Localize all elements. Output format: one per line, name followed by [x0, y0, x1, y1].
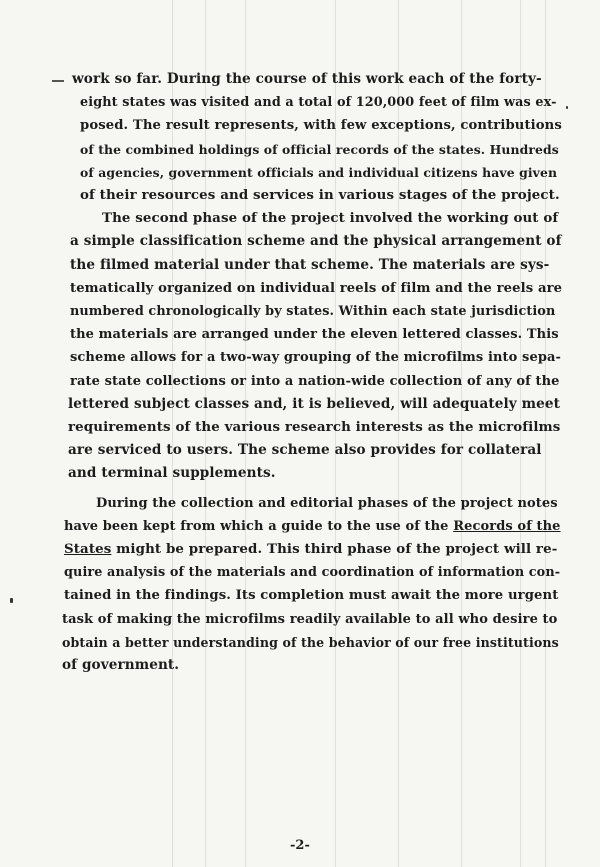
text-line: the materials are arranged under the eleven lettered classes. This — [70, 327, 559, 343]
text-line: obtain a better understanding of the behavior of our free institutions — [62, 634, 559, 650]
document-body — [62, 68, 563, 677]
text-line: requirements of the various research interests as the microfilms — [68, 419, 561, 436]
text-line: rate state collections or into a nation-wide collection of any of the — [70, 373, 560, 389]
page-number: -2- — [290, 838, 310, 853]
text-line: scheme allows for a two-way grouping of the microfilms into sepa- — [70, 350, 562, 366]
text-line: work so far. During the course of this work each of the forty- — [72, 71, 542, 87]
text-line: a simple classification scheme and the physical arrangement of — [70, 233, 562, 250]
text-segment: have been kept from which a guide to the use of the — [64, 518, 454, 534]
text-line: of agencies, government officials and individual citizens have given — [80, 164, 558, 180]
text-line: task of making the microfilms readily available to all who desire to — [62, 611, 558, 627]
text-line: the filmed material under that scheme. The materials are sys- — [70, 256, 550, 273]
text-line: lettered subject classes and, it is believed, will adequately meet — [68, 395, 560, 412]
text-line: tematically organized on individual reels of film and the reels are — [70, 280, 563, 296]
text-line: numbered chronologically by states. Within each state jurisdiction — [70, 304, 556, 320]
text-line: posed. The result represents, with few exceptions, contributions — [80, 118, 562, 134]
text-line: tained in the findings. Its completion must await the more urgent — [64, 588, 559, 604]
records-of-the-states-title-cont: States — [64, 541, 112, 558]
text-line: of the combined holdings of official records of the states. Hundreds — [80, 141, 559, 157]
text-line: of their resources and services in various stages of the project. — [80, 187, 560, 204]
paragraph-2 — [62, 207, 563, 485]
text-line: and terminal supplements. — [68, 465, 276, 482]
text-line: are serviced to users. The scheme also provides for collateral — [68, 442, 542, 459]
text-line: of government. — [62, 657, 180, 674]
text-line: During the collection and editorial phases of the project notes — [96, 495, 558, 511]
text-line: The second phase of the project involved the working out of — [102, 210, 559, 227]
paragraph-3 — [62, 492, 561, 678]
records-of-the-states-title: Records of the — [453, 518, 561, 534]
text-line — [62, 538, 556, 561]
paragraph-1 — [62, 68, 562, 207]
text-segment: might be prepared. This third phase of the project will re- — [111, 541, 558, 558]
text-line — [62, 515, 561, 538]
text-line: quire analysis of the materials and coordination of information con- — [64, 565, 561, 581]
text-line: eight states was visited and a total of 120,000 feet of film was ex- — [80, 95, 557, 111]
